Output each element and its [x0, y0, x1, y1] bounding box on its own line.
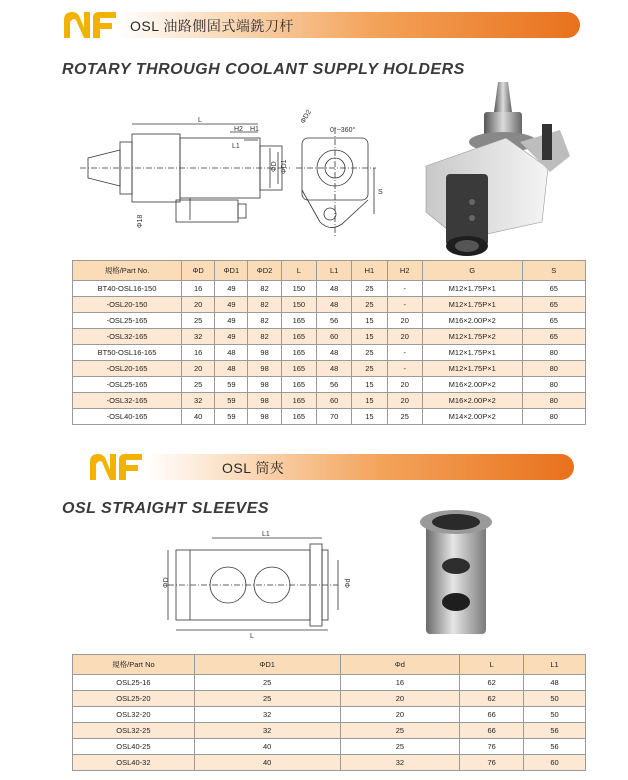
cell: 59	[215, 393, 248, 409]
cell: 82	[248, 313, 281, 329]
dim-D: ΦD	[271, 161, 278, 172]
col-part-no: 規格/Part No	[73, 655, 195, 675]
cell: M14×2.00P×2	[422, 409, 522, 425]
col-d1: ΦD1	[194, 655, 340, 675]
cell: M12×1.75P×1	[422, 345, 522, 361]
table-row	[73, 739, 586, 755]
cell: 16	[182, 281, 215, 297]
cell: 65	[522, 281, 585, 297]
table-row	[73, 361, 586, 377]
col-s: S	[522, 261, 585, 281]
cell: 48	[215, 345, 248, 361]
cell: 25	[182, 313, 215, 329]
cell: 25	[352, 297, 387, 313]
cell: 165	[281, 377, 316, 393]
nf-logo-icon	[88, 452, 144, 482]
cell: 40	[194, 755, 340, 771]
cell: 65	[522, 297, 585, 313]
cell: 56	[316, 377, 351, 393]
dim-H1: H1	[250, 126, 259, 133]
sleeve-technical-drawing	[150, 530, 360, 640]
cell: 40	[194, 739, 340, 755]
col-l1: L1	[316, 261, 351, 281]
cell: M16×2.00P×2	[422, 313, 522, 329]
section2-banner-text: OSL 筒夾	[222, 460, 285, 476]
dim-L1: L1	[232, 143, 240, 150]
cell: -OSL20-165	[73, 361, 182, 377]
cell: 98	[248, 409, 281, 425]
table-header-row	[73, 655, 586, 675]
cell: -OSL32-165	[73, 329, 182, 345]
cell: 48	[316, 345, 351, 361]
dim-d18: Φ18	[137, 214, 144, 228]
cell: 25	[340, 739, 460, 755]
dim-d: Φd	[345, 578, 352, 588]
cell: 165	[281, 409, 316, 425]
cell: 48	[524, 675, 586, 691]
cell: 60	[524, 755, 586, 771]
cell: 25	[340, 723, 460, 739]
cell: 76	[460, 739, 524, 755]
col-d2: ΦD2	[248, 261, 281, 281]
cell: 49	[215, 329, 248, 345]
dim-L1: L1	[262, 531, 270, 538]
cell: 32	[182, 329, 215, 345]
cell: 65	[522, 329, 585, 345]
cell: M12×1.75P×2	[422, 329, 522, 345]
cell: 56	[316, 313, 351, 329]
cell: 20	[182, 297, 215, 313]
cell: M16×2.00P×2	[422, 393, 522, 409]
col-l: L	[460, 655, 524, 675]
cell: OSL32-20	[73, 707, 195, 723]
table-row	[73, 345, 586, 361]
cell: -OSL40-165	[73, 409, 182, 425]
cell: 15	[352, 377, 387, 393]
cell: 25	[352, 345, 387, 361]
col-d1: ΦD1	[215, 261, 248, 281]
cell: -	[387, 297, 422, 313]
cell: OSL40-32	[73, 755, 195, 771]
cell: 62	[460, 675, 524, 691]
cell: -	[387, 361, 422, 377]
cell: 165	[281, 361, 316, 377]
cell: 59	[215, 377, 248, 393]
cell: 98	[248, 345, 281, 361]
cell: 15	[352, 393, 387, 409]
dim-D2: ΦD2	[299, 108, 314, 125]
table-row	[73, 755, 586, 771]
cell: 66	[460, 707, 524, 723]
cell: 50	[524, 691, 586, 707]
cell: 25	[387, 409, 422, 425]
cell: -OSL32-165	[73, 393, 182, 409]
section1-subtitle: ROTARY THROUGH COOLANT SUPPLY HOLDERS	[62, 61, 465, 78]
cell: 80	[522, 345, 585, 361]
dim-S: S	[378, 189, 383, 196]
holder-spec-table	[72, 260, 586, 425]
cell: 150	[281, 281, 316, 297]
table-row	[73, 297, 586, 313]
sleeve-spec-table	[72, 654, 586, 771]
cell: 66	[460, 723, 524, 739]
cell: 25	[352, 361, 387, 377]
cell: -OSL25-165	[73, 313, 182, 329]
table-row	[73, 675, 586, 691]
cell: -	[387, 281, 422, 297]
cell: OSL40-25	[73, 739, 195, 755]
dim-D1: ΦD1	[281, 159, 288, 174]
sleeve-product-photo	[412, 506, 502, 646]
cell: 165	[281, 313, 316, 329]
brand-logo-2	[88, 452, 144, 482]
table-header-row	[73, 261, 586, 281]
cell: 48	[215, 361, 248, 377]
cell: 49	[215, 281, 248, 297]
col-h1: H1	[352, 261, 387, 281]
cell: 40	[182, 409, 215, 425]
cell: 59	[215, 409, 248, 425]
cell: BT50-OSL16-165	[73, 345, 182, 361]
dim-H2: H2	[234, 126, 243, 133]
cell: M12×1.75P×1	[422, 281, 522, 297]
table-row	[73, 409, 586, 425]
cell: OSL25-16	[73, 675, 195, 691]
cell: 25	[352, 281, 387, 297]
table-row	[73, 723, 586, 739]
cell: 32	[182, 393, 215, 409]
cell: 49	[215, 313, 248, 329]
cell: 65	[522, 313, 585, 329]
holder-product-photo	[410, 72, 580, 262]
cell: 50	[524, 707, 586, 723]
cell: 60	[316, 393, 351, 409]
cell: 15	[352, 329, 387, 345]
cell: OSL32-25	[73, 723, 195, 739]
col-l: L	[281, 261, 316, 281]
cell: 98	[248, 393, 281, 409]
cell: 80	[522, 409, 585, 425]
cell: -	[387, 345, 422, 361]
cell: 48	[316, 361, 351, 377]
cell: 48	[316, 297, 351, 313]
cell: 80	[522, 393, 585, 409]
dim-angle: 0°~360°	[330, 127, 356, 134]
cell: 15	[352, 313, 387, 329]
table-row	[73, 329, 586, 345]
dim-L: L	[250, 633, 254, 640]
cell: 98	[248, 377, 281, 393]
cell: 20	[387, 329, 422, 345]
cell: 49	[215, 297, 248, 313]
table-row	[73, 377, 586, 393]
cell: 16	[182, 345, 215, 361]
cell: M12×1.75P×1	[422, 361, 522, 377]
cell: 20	[387, 393, 422, 409]
cell: 16	[340, 675, 460, 691]
col-part-no: 規格/Part No.	[73, 261, 182, 281]
cell: 20	[387, 377, 422, 393]
table-row	[73, 691, 586, 707]
col-g: G	[422, 261, 522, 281]
cell: M16×2.00P×2	[422, 377, 522, 393]
cell: 76	[460, 755, 524, 771]
cell: 165	[281, 329, 316, 345]
cell: -OSL20-150	[73, 297, 182, 313]
col-l1: L1	[524, 655, 586, 675]
cell: 80	[522, 361, 585, 377]
cell: 25	[182, 377, 215, 393]
table-row	[73, 313, 586, 329]
nf-logo-icon	[62, 10, 118, 40]
cell: 150	[281, 297, 316, 313]
cell: 56	[524, 723, 586, 739]
cell: BT40-OSL16-150	[73, 281, 182, 297]
section2-banner	[146, 454, 574, 480]
cell: 25	[194, 675, 340, 691]
cell: 98	[248, 361, 281, 377]
table-row	[73, 707, 586, 723]
cell: -OSL25-165	[73, 377, 182, 393]
cell: 62	[460, 691, 524, 707]
brand-logo	[62, 10, 118, 40]
cell: 20	[387, 313, 422, 329]
cell: 165	[281, 345, 316, 361]
cell: 82	[248, 329, 281, 345]
cell: 32	[340, 755, 460, 771]
cell: 165	[281, 393, 316, 409]
cell: OSL25-20	[73, 691, 195, 707]
dim-L: L	[198, 117, 202, 124]
cell: 48	[316, 281, 351, 297]
cell: 32	[194, 723, 340, 739]
cell: 80	[522, 377, 585, 393]
cell: 82	[248, 281, 281, 297]
col-d: ΦD	[182, 261, 215, 281]
dim-D: ΦD	[163, 577, 170, 588]
cell: 20	[340, 707, 460, 723]
cell: 60	[316, 329, 351, 345]
holder-technical-drawing	[80, 102, 383, 242]
cell: 20	[340, 691, 460, 707]
cell: 20	[182, 361, 215, 377]
cell: M12×1.75P×1	[422, 297, 522, 313]
section2-subtitle: OSL STRAIGHT SLEEVES	[62, 500, 270, 517]
cell: 56	[524, 739, 586, 755]
col-d: Φd	[340, 655, 460, 675]
cell: 25	[194, 691, 340, 707]
col-h2: H2	[387, 261, 422, 281]
cell: 82	[248, 297, 281, 313]
section1-banner-text: OSL 油路側固式端銑刀杆	[130, 18, 294, 34]
table-row	[73, 393, 586, 409]
cell: 70	[316, 409, 351, 425]
cell: 15	[352, 409, 387, 425]
table-row	[73, 281, 586, 297]
cell: 32	[194, 707, 340, 723]
